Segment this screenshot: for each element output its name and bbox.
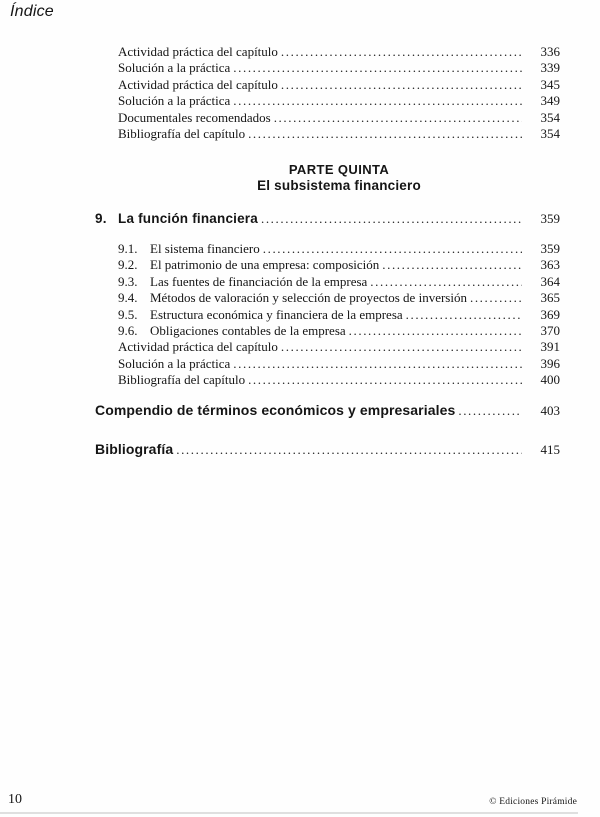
entry-page-number: 345 [540,76,560,92]
entry-number: 9.1. [118,241,138,256]
dot-leader [248,126,522,142]
dot-leader [248,372,522,388]
copyright-notice: © Ediciones Pirámide [489,797,577,807]
dot-leader [370,274,522,290]
dot-leader [281,44,522,60]
toc-entry [118,339,560,355]
entry-label: Obligaciones contables de la empresa [150,323,346,339]
entry-page-number: 396 [540,355,560,371]
entry-page-number: 400 [540,372,560,388]
toc-entry [118,93,560,109]
dot-leader [263,241,522,257]
part-heading [118,162,560,194]
part-number: PARTE QUINTA [288,162,390,177]
entry-page-number: 403 [540,403,560,418]
entry-label: Solución a la práctica [118,355,231,371]
page-number-folio: 10 [8,792,22,807]
toc-entry [118,257,560,273]
toc-entry [118,110,560,126]
entry-label: El patrimonio de una empresa: composición [150,257,380,273]
chapter-number: 9. [95,211,107,226]
toc-entry [118,356,560,372]
entry-label: Documentales recomendados [118,109,271,125]
entry-page-number: 370 [540,323,560,339]
entry-label: Compendio de términos económicos y empresariales [95,402,456,418]
dot-leader [233,356,522,372]
entry-label: Actividad práctica del capítulo [118,339,278,355]
entry-number: 9.3. [118,273,138,289]
toc-entry [118,60,560,76]
entry-page-number: 354 [540,126,560,142]
dot-leader [458,403,522,419]
part-title: El subsistema financiero [257,178,421,193]
dot-leader [233,60,522,76]
entry-page-number: 365 [540,290,560,306]
entry-label: Las fuentes de financiación de la empresa [150,273,368,289]
toc-entry [118,307,560,323]
entry-page-number: 359 [540,211,560,226]
dot-leader [274,110,522,126]
dot-leader [233,93,522,109]
entry-page-number: 415 [540,442,560,457]
entry-label: Solución a la práctica [118,60,231,76]
toc-entry [118,241,560,257]
entry-label: Actividad práctica del capítulo [118,44,278,59]
entry-number: 9.5. [118,306,138,322]
entry-label: Actividad práctica del capítulo [118,76,278,92]
entry-label: Bibliografía del capítulo [118,372,246,388]
chapter-title: La función financiera [118,211,258,226]
page-title: Índice [10,3,54,20]
entry-label: El sistema financiero [150,241,260,256]
entry-label: Estructura económica y financiera de la empresa [150,306,403,322]
dot-leader [382,257,522,273]
entry-page-number: 349 [540,93,560,109]
entry-page-number: 339 [540,60,560,76]
entry-number: 9.4. [118,290,138,306]
entry-label: Bibliografía [95,441,174,457]
toc-front-section [118,44,560,142]
entry-number: 9.2. [118,257,138,273]
dot-leader [470,290,522,306]
toc-entry [118,372,560,388]
entry-page-number: 359 [540,241,560,256]
dot-leader [281,77,522,93]
dot-leader [349,323,522,339]
page-edge-shadow [0,812,578,814]
dot-leader [261,211,522,227]
entry-page-number: 391 [540,339,560,355]
entry-page-number: 363 [540,257,560,273]
toc-entry [118,290,560,306]
entry-page-number: 336 [540,44,560,59]
toc-entry [118,323,560,339]
dot-leader [281,339,522,355]
entry-page-number: 364 [540,273,560,289]
backmatter-entry-bibliografia [95,441,560,458]
toc-entry [118,77,560,93]
entry-label: Solución a la práctica [118,93,231,109]
entry-page-number: 369 [540,306,560,322]
entry-page-number: 354 [540,109,560,125]
toc-entry [118,126,560,142]
backmatter-entry-compendio [95,402,560,419]
dot-leader [406,307,522,323]
toc-entry [118,44,560,60]
entry-label: Bibliografía del capítulo [118,126,246,142]
entry-label: Métodos de valoración y selección de proyectos de inversión [150,290,467,306]
chapter-heading-row [95,211,560,227]
dot-leader [176,442,522,458]
entry-number: 9.6. [118,323,138,339]
toc-chapter9-section [118,241,560,389]
toc-entry [118,274,560,290]
